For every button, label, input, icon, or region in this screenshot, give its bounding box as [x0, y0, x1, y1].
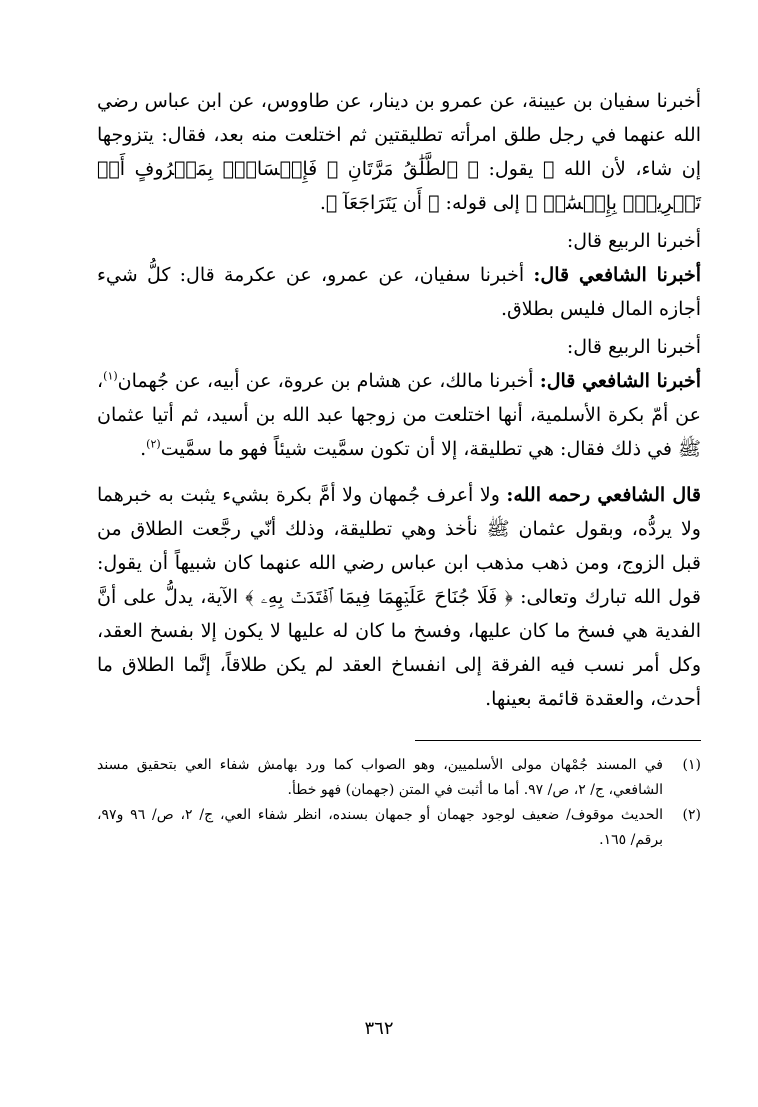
paragraph-5 — [97, 364, 701, 466]
speaker-lead: أخبرنا الشافعي قال: — [539, 370, 701, 392]
paragraph-6 — [97, 478, 701, 716]
footnote-ref-2[interactable]: (٢) — [146, 437, 161, 451]
footnote-number: (١) — [682, 757, 701, 773]
footnote-2 — [97, 803, 701, 853]
paragraph-5-text-a: أخبرنا مالك، عن هشام بن عروة، عن أبيه، عن جُهمان — [117, 370, 540, 392]
paragraph-5-text-c: . — [140, 438, 147, 460]
footnotes — [97, 753, 701, 853]
main-text — [97, 84, 701, 716]
footnote-separator-wrap — [97, 716, 701, 741]
paragraph-2: أخبرنا الربيع قال: — [566, 230, 701, 252]
footnote-ref-1[interactable]: (١) — [103, 369, 118, 383]
footnote-1 — [97, 753, 701, 803]
paragraph-3-text: أخبرنا سفيان، عن عمرو، عن عكرمة قال: كلُّ شيء أجازه المال فليس بطلاق. — [97, 264, 701, 320]
footnote-number: (٢) — [682, 807, 701, 823]
footnote-text: الحديث موقوف/ ضعيف لوجود جهمان أو جمهان بسنده، انظر شفاء العي، ج/ ٢، ص/ ٩٦ و٩٧، برقم/ ١٦٥. — [97, 807, 664, 848]
speaker-lead: قال الشافعي رحمه الله: — [506, 484, 702, 506]
footnote-separator — [415, 740, 701, 741]
paragraph-1: أخبرنا سفيان بن عيينة، عن عمرو بن دينار، عن طاووس، عن ابن عباس رضي الله عنهما في رجل طلق امرأته تطليقتين ثم اختلعت منه بعد، فقال: يتزوجها إن شاء، لأن الله ﷻ يقول: ﴿ ٱلطَّلَٰقُ مَرَّتَانِ ۖ فَإِمۡسَاكُۢ بِمَعۡرُوفٍ أَوۡ تَسۡرِيحُۢ بِإِحۡسَٰنٖ ﴾ إلى قوله: ﴿ أَن يَتَرَاجَعَآ ﴾. — [97, 90, 701, 214]
speaker-lead: أخبرنا الشافعي قال: — [533, 264, 701, 286]
footnote-text: في المسند جُمْهان مولى الأسلميين، وهو الصواب كما ورد بهامش شفاء العي بتحقيق مسند الشافعي، ج/ ٢، ص/ ٩٧. أما ما أثبت في المتن (جهمان) فهو خطأ. — [97, 757, 663, 798]
paragraph-5-text-b: ، عن أمّ بكرة الأسلمية، أنها اختلعت من زوجها عبد الله بن أسيد، ثم أتيا عثمان ﷺ في ذلك فقال: هي تطليقة، إلا أن تكون سمَّيت شيئاً فهو ما سمَّيت — [97, 370, 701, 460]
paragraph-4: أخبرنا الربيع قال: — [566, 336, 701, 358]
paragraph-3 — [97, 258, 701, 326]
page-number: ٣٦٢ — [364, 1018, 394, 1039]
paragraph-6-text: ولا أعرف جُمهان ولا أمَّ بكرة بشيء يثبت به خبرهما ولا يردُّه، وبقول عثمان ﷺ نأخذ وهي تطليقة، وذلك أنّي رجَّعت الطلاق من قبل الزوج، ومن ذهب مذهب ابن عباس رضي الله عنهما كان شبيهاً أن يقول: قول الله تبارك وتعالى: ﴿ فَلَا جُنَاحَ عَلَيۡهِمَا فِيمَا ٱفۡتَدَتۡ بِهِۦ ﴾ الآية، يدلُّ على أنَّ الفدية هي فسخ ما كان عليها، وفسخ ما كان له عليها لا يكون إلا بفسخ العقد، وكل أمر نسب فيه الفرقة إلى انفساخ العقد لم يكن طلاقاً، إنَّما الطلاق ما أحدث، والعقدة قائمة بعينها. — [97, 484, 701, 710]
